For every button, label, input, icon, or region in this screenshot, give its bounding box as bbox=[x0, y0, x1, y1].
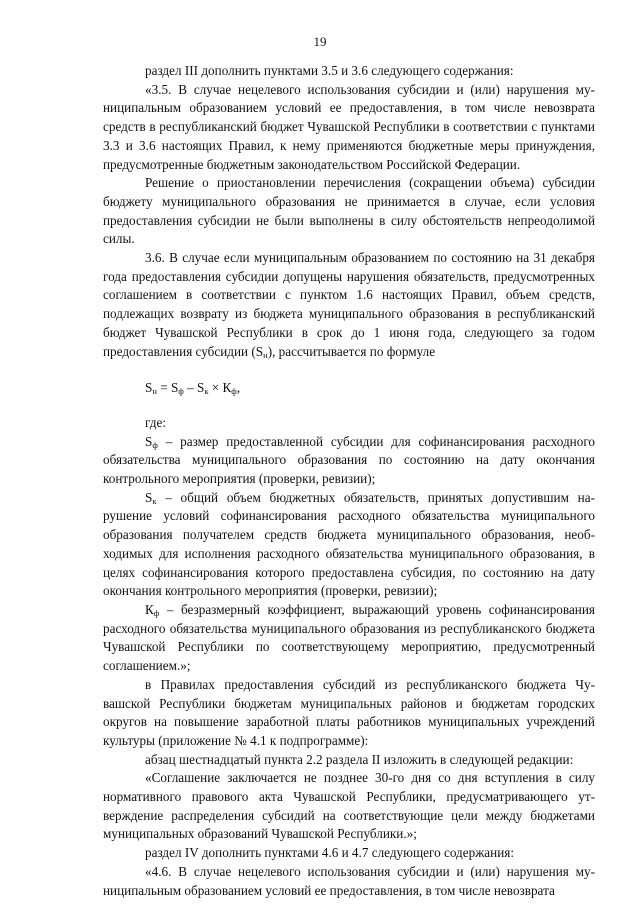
formula-subscript: ф bbox=[178, 386, 184, 397]
formula-subscript: н bbox=[152, 386, 157, 397]
formula-symbol: S bbox=[145, 380, 153, 396]
definition bbox=[103, 601, 595, 676]
paragraph: «Соглашение заключается не позднее 30-го дня со дня вступления в силу нормативного правового акта Чувашской Республики, предусматривающего утверждение распределения субсидий на соответствующие цели между бюджетами муниципальных образований Чувашской Республики.»; bbox=[103, 770, 595, 842]
formula-operator: × bbox=[208, 380, 223, 396]
formula-operator: = bbox=[156, 380, 171, 396]
definition-subscript: ф bbox=[152, 439, 158, 450]
paragraph: Решение о приостановлении перечисления (сокращении объема) субсидии бюджету муниципального образования не принимается в случае, если условия предоставления субсидии не были выполнены в силу обстоятельств непреодолимой силы. bbox=[103, 175, 595, 247]
paragraph: раздел IV дополнить пунктами 4.6 и 4.7 следующего содержания: bbox=[145, 845, 514, 861]
definition bbox=[103, 433, 595, 489]
paragraph-text: 3.6. В случае если муниципальным образованием по состоянию на 31 декабря года предоставления субсидии допущены нарушения обязательств, предусмотренных соглашением в соответствии с пунктом 1.6 настоящих Правил, объем средств, подлежащих возврату из бюджета муниципального образования в республиканский бюджет Чувашской Республики в срок до 1 июня года, следующего за годом предоставления субсидии (S bbox=[103, 250, 595, 359]
definition-symbol: S bbox=[145, 489, 153, 505]
paragraph: «4.6. В случае нецелевого использования субсидии и (или) нарушения муниципальным образованием условий ее предоставления, в том числе невозврата bbox=[103, 863, 595, 898]
definition-subscript: к bbox=[152, 495, 157, 506]
paragraph-text: ), рассчитывается по формуле bbox=[267, 343, 436, 359]
definition-subscript: ф bbox=[153, 607, 160, 618]
definition-symbol: S bbox=[145, 433, 153, 449]
document-body bbox=[103, 62, 595, 900]
formula-symbol: S bbox=[196, 380, 205, 396]
formula-symbol: К bbox=[222, 380, 232, 396]
page-number: 19 bbox=[313, 34, 327, 49]
where-label: где: bbox=[145, 414, 166, 430]
formula-operator: – bbox=[183, 380, 197, 396]
paragraph: раздел III дополнить пунктами 3.5 и 3.6 следующего содержания: bbox=[145, 63, 514, 78]
definition bbox=[103, 489, 595, 601]
paragraph: в Правилах предоставления субсидий из республиканского бюджета Чувашской Республики бюджетам муниципальных районов и бюджетам городских округов на повышение заработной платы работников муниципальных учреждений культуры (приложение № 4.1 к подпрограмме): bbox=[103, 676, 595, 748]
formula-operator: , bbox=[236, 380, 241, 396]
formula-subscript: ф bbox=[231, 386, 237, 397]
formula-symbol: S bbox=[170, 380, 179, 396]
definition-text: – безразмерный коэффициент, выражающий уровень софинансирования расходного обязательства муниципального образования из республиканского бюджета Чувашской Республики по соответствующему мероприятию, предусмотренный соглашением.»; bbox=[103, 601, 595, 674]
formula bbox=[103, 379, 595, 398]
formula-subscript: к bbox=[204, 386, 209, 397]
definition-text: – общий объем бюджетных обязательств, принятых допустившим нарушение условий софинансирования расходного обязательства муниципального образования получателем средств бюджета муниципального образования, необходимых для исполнения расходного обязательства муниципального образования, в целях софинансирования которого предоставлена субсидия, по состоянию на дату окончания контрольного мероприятия (проверки, ревизии); bbox=[103, 489, 595, 599]
subscript: н bbox=[263, 349, 268, 360]
paragraph: «3.5. В случае нецелевого использования субсидии и (или) нарушения муниципальным образованием условий ее предоставления, в том числе невозврата средств в республиканский бюджет Чувашской Республики в соответствии с пунктами 3.3 и 3.6 настоящих Правил, к нему применяются бюджетные меры принуждения, предусмотренные бюджетным законодательством Российской Федерации. bbox=[103, 81, 595, 172]
paragraph bbox=[103, 249, 595, 361]
definition-text: – размер предоставленной субсидии для софинансирования расходного обязательства муниципального образования по состоянию на дату окончания контрольного мероприятия (проверки, ревизии); bbox=[103, 433, 595, 487]
definition-symbol: К bbox=[145, 601, 154, 617]
paragraph: абзац шестнадцатый пункта 2.2 раздела II изложить в следующей редакции: bbox=[145, 751, 574, 767]
